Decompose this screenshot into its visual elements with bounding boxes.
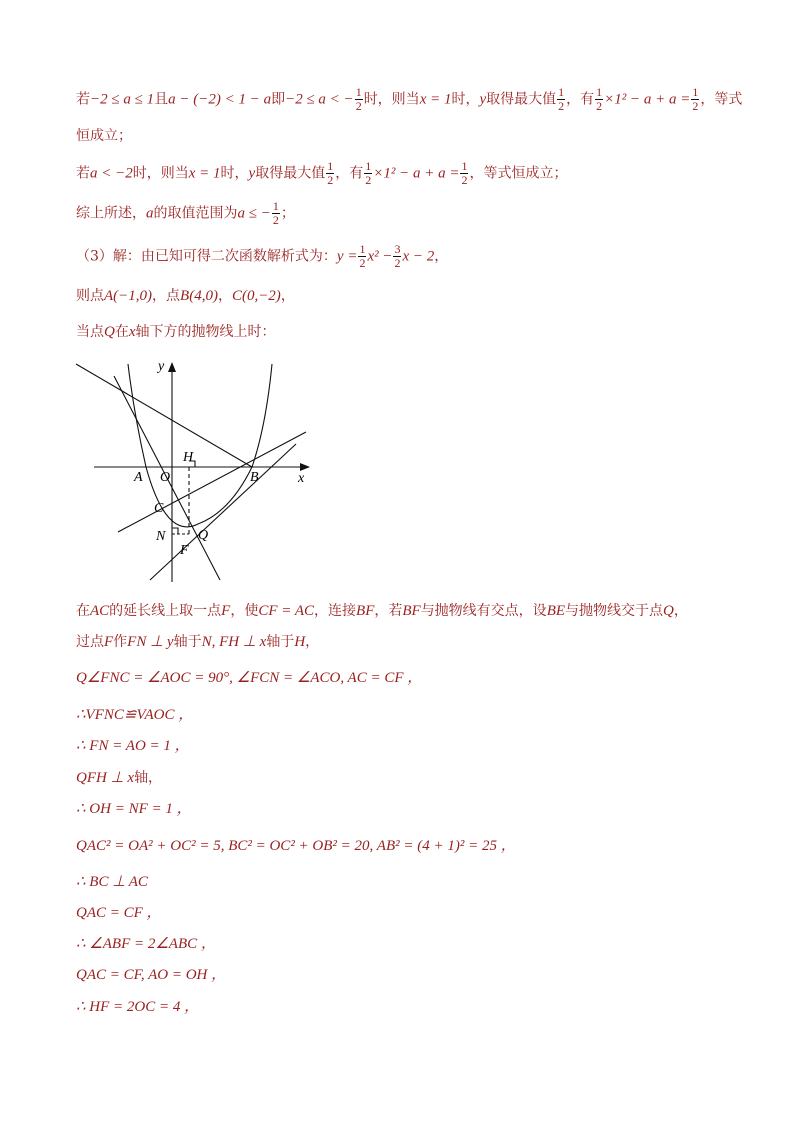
text-line-16: ∴ BC ⊥ AC: [76, 874, 148, 890]
label-o: O: [160, 470, 171, 485]
label-b: B: [250, 470, 259, 485]
text-line-12: ∴ FN = AO = 1 ，: [76, 738, 190, 754]
text-line-19: QAC = CF, AO = OH ，: [76, 967, 227, 983]
label-n: N: [156, 529, 166, 544]
line-to-b: [76, 364, 252, 467]
y-axis-arrow: [168, 362, 176, 372]
label-y: y: [158, 359, 165, 374]
label-h: H: [183, 450, 194, 465]
x-axis-arrow: [300, 463, 310, 471]
label-c: C: [154, 501, 164, 516]
text-line-20: ∴ HF = 2OC = 4 ，: [76, 999, 200, 1015]
text-line-1: 若−2 ≤ a ≤ 1且a − (−2) < 1 − a即−2 ≤ a < − $\frac{1}{2}$ 时，则当x = 1时，y取得最大值 $\frac{1}{2}$ ，有 $\frac{1}{2}$ ×1² − a + a = $\frac{1}{2}$ ，等式: [76, 85, 743, 113]
text-line-15: QAC² = OA² + OC² = 5, BC² = OC² + OB² = 20, AB² = (4 + 1)² = 25 ，: [76, 838, 516, 854]
text-line-10: Q∠FNC = ∠AOC = 90°, ∠FCN = ∠ACO, AC = CF ，: [76, 670, 423, 686]
parabola-geometry-figure: [70, 354, 320, 586]
text-line-7: 当点Q在x轴下方的抛物线上时：: [76, 324, 276, 340]
text-line-4: 综上所述，a的取值范围为a ≤ − $\frac{1}{2}$ ；: [76, 199, 295, 227]
text-line-13: QFH ⊥ x轴，: [76, 770, 163, 786]
text-line-2: 恒成立；: [76, 128, 132, 144]
right-angle-n: [172, 528, 178, 534]
text-line-17: QAC = CF ，: [76, 905, 162, 921]
label-q: Q: [198, 528, 209, 543]
label-x: x: [298, 471, 305, 486]
text-line-18: ∴ ∠ABF = 2∠ABC ，: [76, 936, 216, 952]
text-line-5: （3）解：由已知可得二次函数解析式为：y = $\frac{1}{2}$ x² − $\frac{3}{2}$ x − 2，: [76, 242, 449, 270]
text-line-11: ∴VFNC≌VAOC ，: [76, 707, 194, 723]
label-a: A: [134, 470, 143, 485]
text-line-3: 若a < −2时，则当x = 1时，y取得最大值 $\frac{1}{2}$ ，有 $\frac{1}{2}$ ×1² − a + a = $\frac{1}{2}$ ，等式恒成立；: [76, 159, 568, 187]
text-line-6: 则点A(−1,0)，点B(4,0)，C(0,−2)，: [76, 288, 295, 304]
text-line-8: 在AC的延长线上取一点F，使CF = AC，连接BF，若BF与抛物线有交点，设BE与抛物线交于点Q，: [76, 603, 688, 619]
text-line-14: ∴ OH = NF = 1 ，: [76, 801, 192, 817]
label-f: F: [180, 543, 189, 558]
text-line-9: 过点F作FN ⊥ y轴于N, FH ⊥ x轴于H，: [76, 634, 320, 650]
